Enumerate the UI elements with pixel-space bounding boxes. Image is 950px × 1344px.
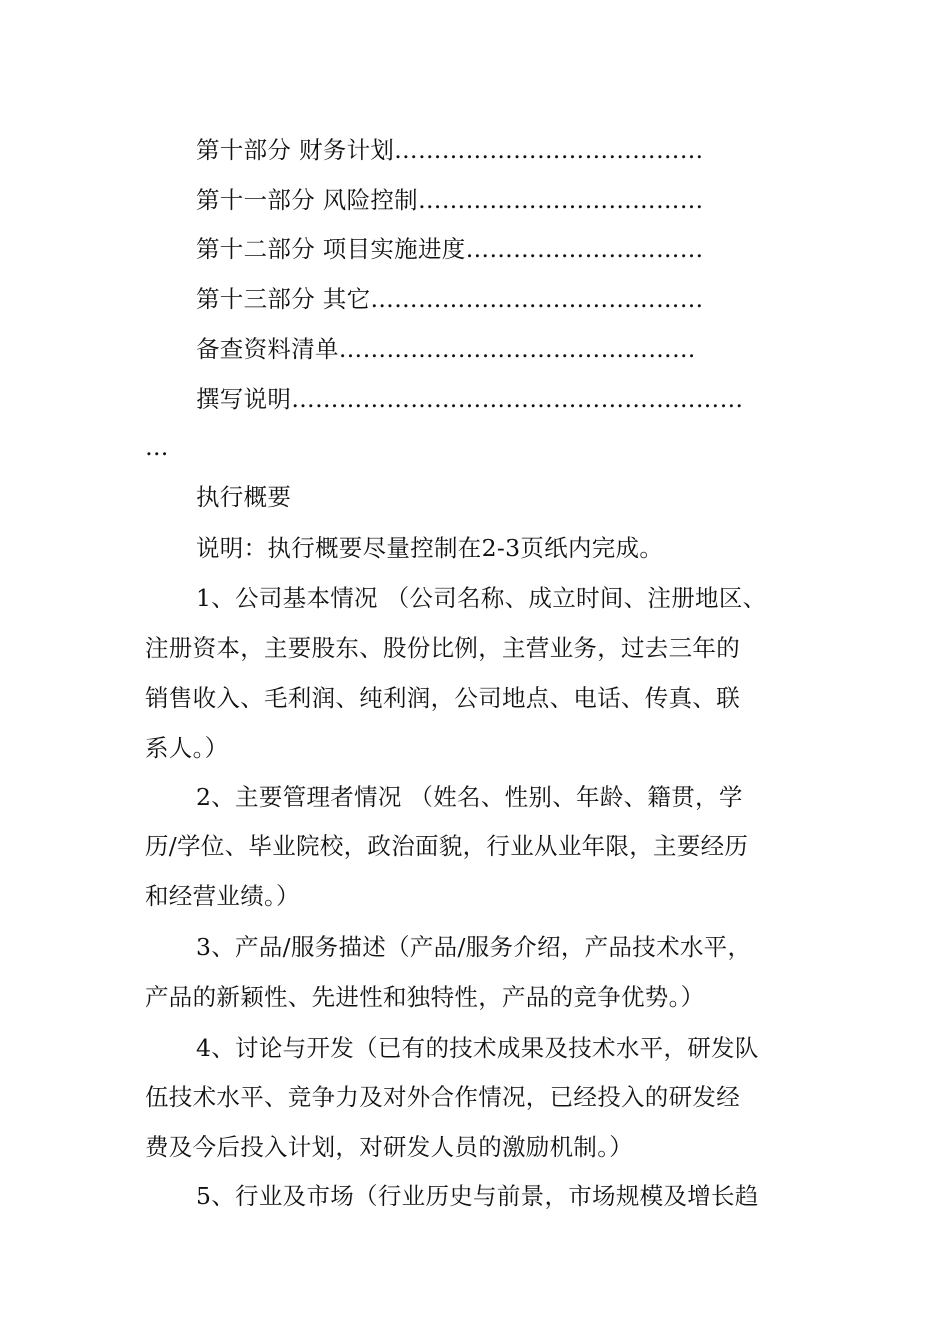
toc-item-reference-list: 备查资料清单………………………………………	[196, 335, 696, 363]
paragraph-4-line-3: 费及今后投入计划，对研发人员的激励机制。）	[145, 1133, 634, 1161]
paragraph-3-line-2: 产品的新颖性、先进性和独特性，产品的竞争优势。）	[145, 983, 705, 1011]
paragraph-2-line-2: 历/学位、毕业院校，政治面貌，行业从业年限，主要经历	[145, 832, 749, 860]
section-heading: 执行概要	[196, 483, 292, 511]
paragraph-5-line-1: 5、行业及市场（行业历史与前景，市场规模及增长趋	[196, 1182, 759, 1210]
paragraph-1-line-1: 1、公司基本情况 （公司名称、成立时间、注册地区、	[196, 584, 767, 612]
paragraph-3-line-1: 3、产品/服务描述（产品/服务介绍，产品技术水平，	[196, 933, 752, 961]
paragraph-4-line-2: 伍技术水平、竞争力及对外合作情况，已经投入的研发经	[145, 1083, 740, 1111]
toc-item-part-11: 第十一部分 风险控制………………………………	[196, 186, 704, 214]
toc-item-part-13: 第十三部分 其它……………………………………	[196, 285, 704, 313]
paragraph-1-line-3: 销售收入、毛利润、纯利润，公司地点、电话、传真、联	[145, 684, 740, 712]
toc-item-part-12: 第十二部分 项目实施进度…………………………	[196, 235, 704, 263]
section-note: 说明：执行概要尽量控制在2-3页纸内完成。	[196, 534, 664, 562]
toc-item-writing-notes: 撰写说明…………………………………………………	[196, 385, 744, 413]
paragraph-4-line-1: 4、讨论与开发（已有的技术成果及技术水平，研发队	[196, 1034, 759, 1062]
paragraph-2-line-3: 和经营业绩。）	[145, 882, 300, 910]
toc-item-writing-notes-wrap: …	[145, 433, 169, 461]
paragraph-1-line-2: 注册资本，主要股东、股份比例，主营业务，过去三年的	[145, 634, 740, 662]
toc-item-part-10: 第十部分 财务计划…………………………………	[196, 136, 704, 164]
paragraph-2-line-1: 2、主要管理者情况 （姓名、性别、年龄、籍贯，学	[196, 783, 743, 811]
paragraph-1-line-4: 系人。）	[145, 734, 229, 762]
